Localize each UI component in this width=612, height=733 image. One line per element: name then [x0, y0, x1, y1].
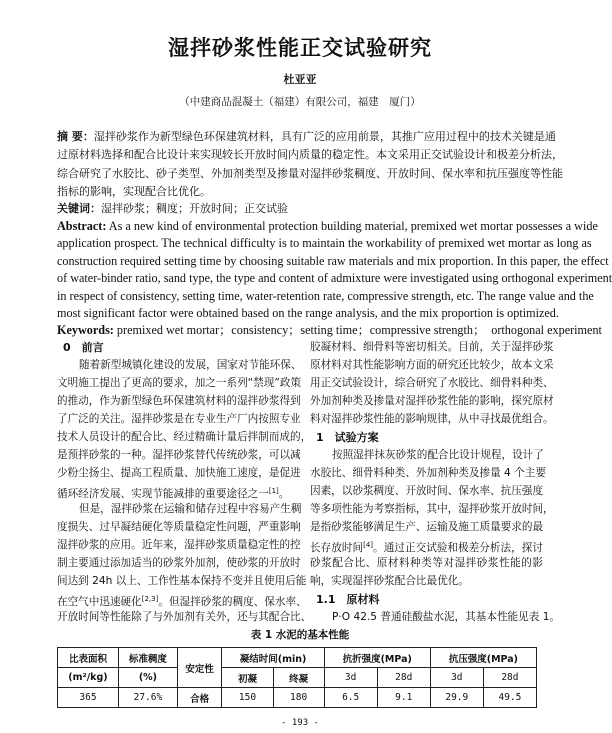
table-cell: 150: [222, 688, 273, 708]
body-line: [310, 574, 543, 589]
keywords-en-text: premixed wet mortar；consistency；setting time；compressive strength； orthogonal experiment: [116, 323, 602, 337]
table-row: [58, 688, 537, 708]
affiliation: （中建商品混凝土（福建）有限公司，福建 厦门）: [179, 96, 421, 108]
line-text: 用正交试验设计，综合研究了水胶比、细骨料种类、: [310, 377, 554, 389]
table-cell: 9.1: [377, 688, 430, 708]
line-text: 制主要通过添加适当的砂浆外加剂，使砂浆的开放时: [57, 557, 301, 569]
cement-properties-table: [57, 647, 537, 708]
line-text: 少粉尘扬尘、提高工程质量、加快施工速度，是促进: [57, 467, 301, 479]
abstract-en-label: Abstract:: [57, 219, 107, 233]
header-flexural: 抗折强度(MPa): [324, 648, 430, 668]
abstract-en-text: of water-binder ratio, sand type, the type and content of admixture were investigated using orthogonal experiment: [57, 271, 612, 286]
header-specific-surface-unit: (m²/kg): [58, 668, 119, 688]
header-compressive-28d: 28d: [483, 668, 536, 688]
body-line: [57, 574, 307, 589]
line-text: 长存放时间: [310, 542, 364, 554]
line-text: 文明施工提出了更高的要求，加之一系列“禁现”政策: [57, 377, 302, 389]
body-line: [57, 592, 307, 608]
citation: [1]: [268, 487, 279, 495]
abstract-en-text: in respect of consistency, setting time, water-retention rate, compressive strength, etc. The range value and the: [57, 288, 594, 303]
keywords-label: 关键词：: [57, 202, 101, 215]
body-line: [57, 412, 301, 427]
body-line: [310, 484, 543, 499]
keywords-en-label: Keywords:: [57, 323, 114, 337]
abstract-text: 综合研究了水胶比、砂子类型、外加剂类型及掺量对湿拌砂浆稠度、开放时间、保水率和抗压强度等性能: [57, 166, 563, 180]
header-setting-time: 凝结时间(min): [222, 648, 324, 668]
body-line: [310, 610, 561, 625]
abstract-text: 湿拌砂浆作为新型绿色环保建筑材料，具有广泛的应用前景，其推广应用过程中的技术关键是通: [93, 130, 556, 143]
line-text: 了广泛的关注。湿拌砂浆是在专业生产厂内按照专业: [57, 413, 301, 425]
line-text: 随着新型城镇化建设的发展，国家对节能环保、: [79, 359, 302, 371]
line-text: 砂浆配合比、原材料种类等对湿拌砂浆性能的影: [310, 557, 543, 569]
line-text: 料对湿拌砂浆性能的影响规律，从中寻找最优组合。: [310, 413, 554, 425]
body-line: [57, 556, 301, 571]
keywords-zh: [57, 201, 545, 217]
line-text: 胶凝材料、细骨料等密切相关。目前，关于湿拌砂浆: [310, 341, 554, 353]
header-compressive-3d: 3d: [430, 668, 483, 688]
abstract-en-line: [57, 218, 598, 234]
table-cell: 365: [58, 688, 119, 708]
body-line: [310, 538, 543, 553]
header-specific-surface: 比表面积: [58, 648, 119, 668]
line-text: 等多项性能为考察指标，其中，湿拌砂浆开放时间，: [310, 503, 554, 515]
body-line: [310, 412, 554, 427]
line-text: 因素，以砂浆稠度、开放时间、保水率、抗压强度: [310, 485, 544, 497]
body-line: [57, 448, 301, 463]
line-text: 原材料对其性能影响方面的研究还比较少，故本文采: [310, 359, 554, 371]
line-text: 。但湿拌砂浆的稠度、保水率、: [158, 596, 307, 608]
line-text: 湿拌砂浆的应用。近年来，湿拌砂浆质量稳定性的控: [57, 539, 301, 551]
citation: [4]: [363, 541, 374, 549]
header-std-consistency-unit: (%): [118, 668, 177, 688]
header-final: 终凝: [273, 668, 324, 688]
line-text: 是预拌砂浆的一种。湿拌砂浆替代传统砂浆，可以减: [57, 449, 301, 461]
body-line: [57, 538, 301, 553]
header-flexural-3d: 3d: [324, 668, 377, 688]
author: 杜亚亚: [283, 73, 317, 86]
heading-text: 1.1 原材料: [316, 593, 380, 606]
line-text: 度损失、过早凝结硬化等质量稳定性问题，严重影响: [57, 521, 301, 533]
heading-text: 0 前言: [63, 341, 104, 354]
body-line: [310, 376, 554, 391]
line-text: 的推动，作为新型绿色环保建筑材料的湿拌砂浆得到: [57, 395, 301, 407]
table-cell: 6.5: [324, 688, 377, 708]
body-line: [310, 340, 554, 355]
line-text: 是指砂浆能够满足生产、运输及施工质量要求的最: [310, 521, 544, 533]
header-soundness: 安定性: [177, 648, 222, 688]
line-text: 开放时间等性能除了与外加剂有关外，还与其配合比、: [57, 611, 312, 623]
table-cell: 49.5: [483, 688, 536, 708]
body-line: [57, 520, 301, 535]
line-text: 循环经济发展、实现节能减排的重要途径之一: [57, 488, 269, 500]
header-flexural-28d: 28d: [377, 668, 430, 688]
abstract-text: 过原材料选择和配合比设计来实现较长开放时间内质量的稳定性。本文采用正交试验设计和极差分析法，: [57, 148, 563, 162]
body-line: [310, 502, 554, 517]
line-text: 外加剂种类及掺量对湿拌砂浆性能的影响，探究原材: [310, 395, 554, 407]
section-heading: [316, 592, 549, 607]
abstract-label: 摘 要：: [57, 130, 94, 143]
body-line: [310, 358, 554, 373]
abstract-en-line: [57, 235, 592, 251]
line-text: P·O 42.5 普通硅酸盐水泥，其基本性能见表 1。: [332, 611, 561, 623]
body-line: [57, 610, 312, 625]
abstract-en-text: construction required setting time by choosing suitable raw materials and mix proportion. In this paper, the effect: [57, 253, 609, 268]
line-text: 按照湿拌抹灰砂浆的配合比设计规程，设计了: [332, 449, 544, 461]
body-line: [310, 556, 543, 571]
abstract-en-text: As a new kind of environmental protection building material, premixed wet mortar possesses a wide: [108, 219, 598, 233]
body-line: [310, 394, 554, 409]
table-cell: 29.9: [430, 688, 483, 708]
body-line: [57, 394, 301, 409]
section-heading: [63, 340, 296, 355]
keywords-text: 湿拌砂浆；稠度；开放时间；正交试验: [101, 202, 288, 215]
header-std-consistency: 标准稠度: [118, 648, 177, 668]
body-line: [310, 520, 543, 535]
table-cell: 27.6%: [118, 688, 177, 708]
header-compressive: 抗压强度(MPa): [430, 648, 536, 668]
body-line: [57, 376, 302, 391]
abstract-en-line: [57, 253, 609, 269]
table-cell: 180: [273, 688, 324, 708]
line-text: 水胶比、细骨料种类、外加剂种类及掺量 4 个主要: [310, 467, 546, 479]
table-caption: 表 1 水泥的基本性能: [250, 629, 350, 641]
abstract-en-line: [57, 288, 594, 304]
abstract-en-line: [57, 305, 559, 321]
line-text: 技术人员设计的配合比、经过精确计量后拌制而成的，: [57, 431, 312, 443]
body-line: [310, 448, 543, 463]
body-line: [57, 430, 312, 445]
keywords-en: [57, 322, 602, 338]
header-initial: 初凝: [222, 668, 273, 688]
line-text: 响，实现湿拌砂浆配合比最优化。: [310, 575, 469, 587]
body-line: [57, 466, 301, 481]
line-text: 间达到 24h 以上、工作性基本保持不变并且使用后能: [57, 575, 307, 587]
abstract-line: [57, 147, 563, 163]
body-line: [57, 358, 302, 373]
line-text: 。: [278, 488, 290, 500]
line-text: 在空气中迅速硬化: [57, 596, 142, 608]
abstract-en-text: application prospect. The technical difficulty is to maintain the workability of premixed wet mortar as long as: [57, 236, 592, 251]
paper-title: 湿拌砂浆性能正交试验研究: [168, 36, 432, 60]
page-number: - 193 -: [281, 718, 319, 728]
abstract-text: 指标的影响，实现配合比优化。: [57, 185, 211, 199]
abstract-en-line: [57, 270, 612, 286]
body-line: [57, 502, 302, 517]
line-text: 但是，湿拌砂浆在运输和储存过程中容易产生稠: [79, 503, 302, 515]
section-heading: [316, 430, 549, 445]
body-line: [57, 484, 290, 499]
line-text: 。通过正交试验和极差分析法，探讨: [373, 542, 544, 554]
heading-text: 1 试验方案: [316, 431, 379, 444]
abstract-line: [57, 184, 545, 200]
abstract-line: [57, 166, 563, 182]
body-line: [310, 466, 546, 481]
abstract-en-text: most significant factor were obtained based on the range analysis, and the mix proportion is optimized.: [57, 306, 559, 320]
abstract-line: [57, 129, 556, 145]
citation: [2,3]: [141, 595, 159, 603]
table-cell: 合格: [177, 688, 222, 708]
